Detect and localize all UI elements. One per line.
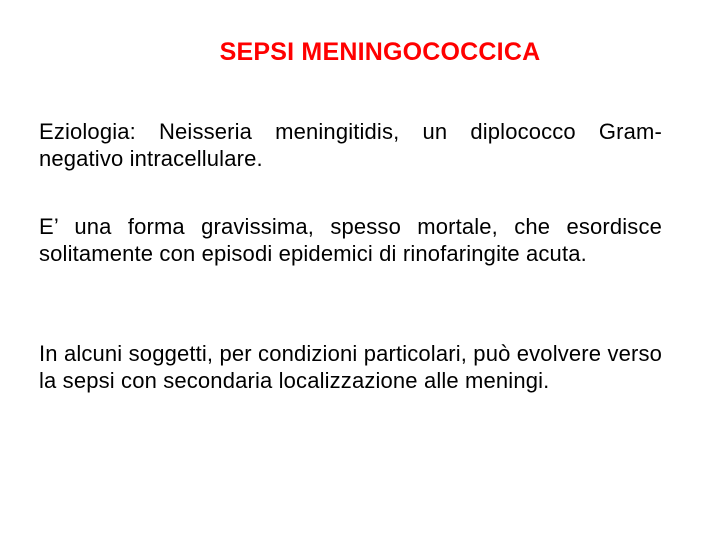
paragraph-description: E’ una forma gravissima, spesso mortale, che esordisce solitamente con episodi epidemici di rinofaringite acuta. <box>39 214 662 266</box>
slide-title: SEPSI MENINGOCOCCICA <box>219 38 541 66</box>
paragraph-etiology: Eziologia: Neisseria meningitidis, un diplococco Gram-negativo intracellulare. <box>39 119 662 171</box>
paragraph-evolution: In alcuni soggetti, per condizioni particolari, può evolvere verso la sepsi con secondaria localizzazione alle meningi. <box>39 341 662 393</box>
